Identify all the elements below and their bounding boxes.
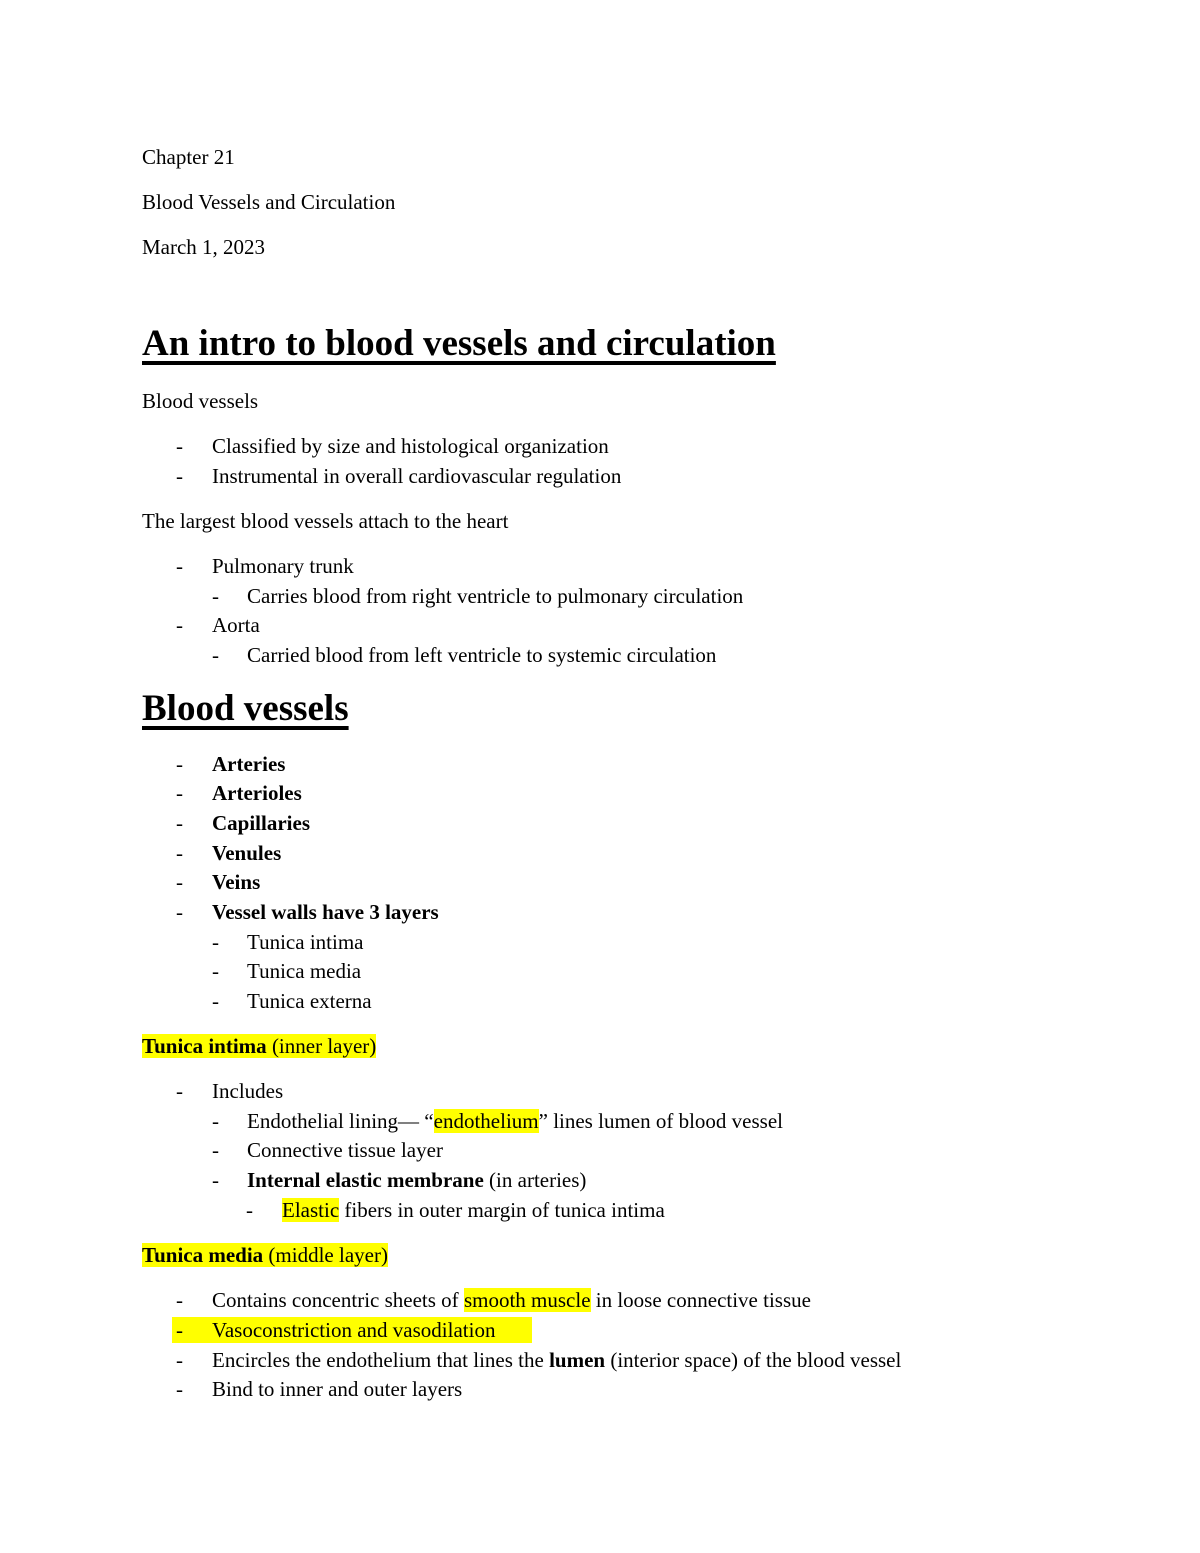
list-item: Vasoconstriction and vasodilation — [212, 1318, 496, 1342]
highlighted-term: Elastic — [282, 1198, 340, 1222]
bullet-dash: - — [212, 1109, 219, 1133]
list-item: Tunica intima — [247, 930, 364, 954]
bullet-dash: - — [176, 900, 183, 924]
bullet-dash: - — [246, 1198, 253, 1222]
list-item: Venules — [212, 841, 282, 865]
bullet-dash: - — [212, 1168, 219, 1192]
tunica-intima-label: Tunica intima — [142, 1034, 267, 1058]
bullet-dash: - — [176, 613, 183, 637]
bullet-dash: - — [176, 811, 183, 835]
list-item: Aorta — [212, 613, 260, 637]
tunica-media-title — [142, 1242, 388, 1268]
highlighted-term: endothelium — [433, 1109, 539, 1133]
list-item: Classified by size and histological organization — [212, 434, 609, 458]
bullet-dash: - — [176, 1348, 183, 1372]
paragraph-blood-vessels: Blood vessels — [142, 389, 259, 413]
bullet-dash: - — [176, 781, 183, 805]
bullet-dash: - — [176, 464, 183, 488]
list-item — [282, 1197, 665, 1223]
list-item — [247, 1167, 586, 1193]
list-item: Pulmonary trunk — [212, 554, 354, 578]
bold-term: Internal elastic membrane — [247, 1168, 484, 1192]
list-item: Arterioles — [212, 781, 302, 805]
text-run: ” lines lumen of blood vessel — [538, 1109, 783, 1133]
list-item: Instrumental in overall cardiovascular regulation — [212, 464, 622, 488]
text-run: Contains concentric sheets of — [212, 1288, 464, 1312]
bullet-dash: - — [212, 989, 219, 1013]
tunica-media-note: (middle layer) — [263, 1243, 388, 1267]
list-item: Arteries — [212, 752, 286, 776]
list-item — [212, 1287, 811, 1313]
bullet-dash: - — [176, 752, 183, 776]
bullet-dash: - — [176, 434, 183, 458]
section-heading-intro: An intro to blood vessels and circulation — [142, 323, 776, 364]
subject-label: Blood Vessels and Circulation — [142, 190, 396, 214]
bullet-dash: - — [176, 1377, 183, 1401]
bullet-dash: - — [212, 584, 219, 608]
text-run: (in arteries) — [483, 1168, 587, 1192]
bullet-dash: - — [176, 841, 183, 865]
text-run: Endothelial lining— “ — [247, 1109, 434, 1133]
bullet-dash: - — [212, 930, 219, 954]
tunica-media-label: Tunica media — [142, 1243, 264, 1267]
bullet-dash: - — [212, 1138, 219, 1162]
paragraph-largest-vessels: The largest blood vessels attach to the heart — [142, 509, 509, 533]
chapter-label: Chapter 21 — [142, 145, 235, 169]
text-run: fibers in outer margin of tunica intima — [339, 1198, 665, 1222]
bullet-dash: - — [212, 959, 219, 983]
list-item: Vessel walls have 3 layers — [212, 900, 439, 924]
list-item: Veins — [212, 870, 261, 894]
list-item: Tunica externa — [247, 989, 372, 1013]
list-item: Connective tissue layer — [247, 1138, 443, 1162]
text-run: (interior space) of the blood vessel — [605, 1348, 902, 1372]
list-item: Carried blood from left ventricle to systemic circulation — [247, 643, 717, 667]
bullet-dash: - — [212, 643, 219, 667]
list-item: Bind to inner and outer layers — [212, 1377, 463, 1401]
list-item: Includes — [212, 1079, 284, 1103]
bullet-dash: - — [176, 870, 183, 894]
list-item: Capillaries — [212, 811, 310, 835]
tunica-intima-title — [142, 1033, 376, 1059]
bullet-dash: - — [176, 1288, 183, 1312]
bullet-dash: - — [176, 1318, 183, 1342]
bullet-dash: - — [176, 1079, 183, 1103]
date-label: March 1, 2023 — [142, 235, 266, 259]
text-run: Encircles the endothelium that lines the — [212, 1348, 550, 1372]
list-item: Tunica media — [247, 959, 362, 983]
text-run: in loose connective tissue — [590, 1288, 811, 1312]
section-heading-blood-vessels: Blood vessels — [142, 688, 349, 729]
tunica-intima-note: (inner layer) — [266, 1034, 377, 1058]
highlighted-term: smooth muscle — [463, 1288, 591, 1312]
list-item — [212, 1347, 901, 1373]
list-item: Carries blood from right ventricle to pulmonary circulation — [247, 584, 744, 608]
list-item — [247, 1108, 783, 1134]
bullet-dash: - — [176, 554, 183, 578]
bold-term: lumen — [549, 1348, 606, 1372]
